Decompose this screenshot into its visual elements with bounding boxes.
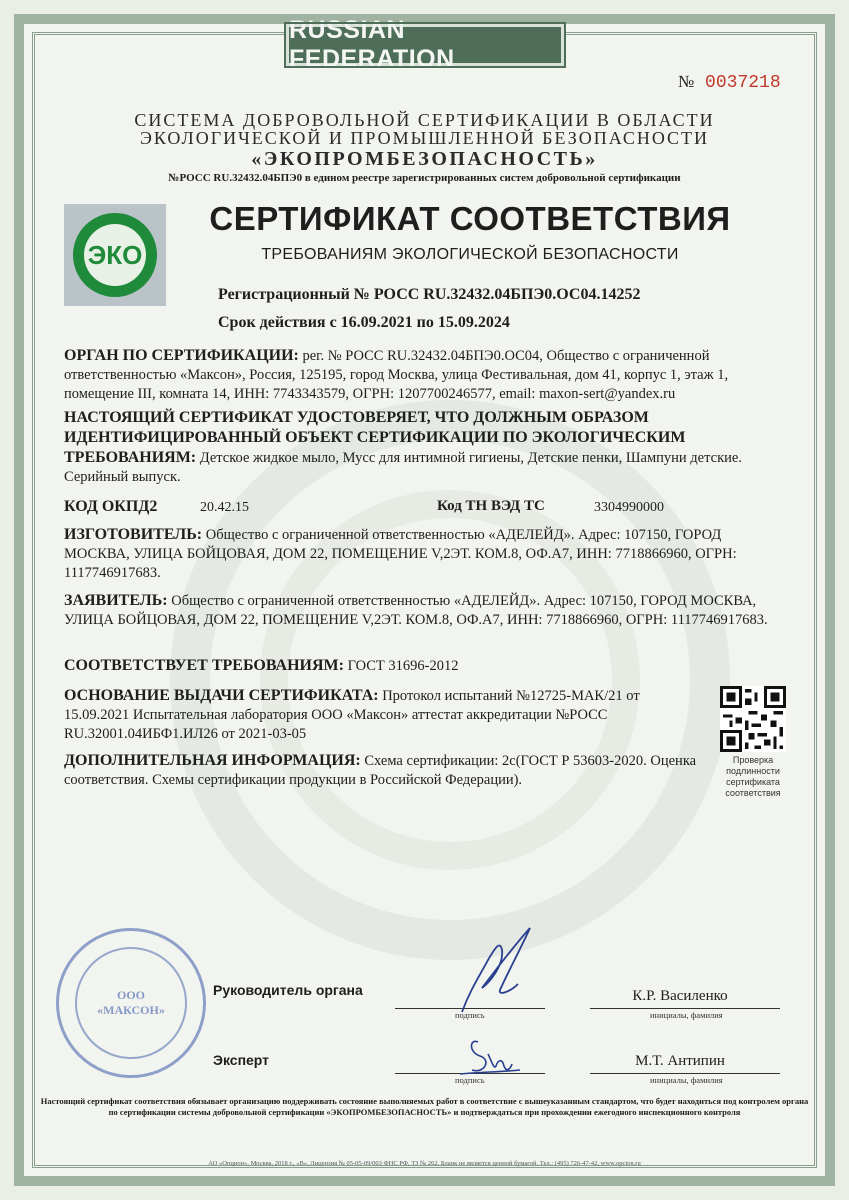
certification-body	[64, 346, 786, 404]
manufacturer	[64, 525, 786, 583]
additional-info-text: Схема сертификации: 2с(ГОСТ Р 53603-2020. Оценка соответствия. Схемы сертификации продукции в Российской Федерации).	[64, 753, 697, 788]
head-name: К.Р. Василенко	[632, 988, 728, 1004]
stamp-line-2: «МАКСОН»	[97, 1003, 165, 1017]
country-banner: RUSSIAN FEDERATION	[286, 24, 564, 66]
issue-basis-label: ОСНОВАНИЕ ВЫДАЧИ СЕРТИФИКАТА:	[64, 687, 379, 704]
tnved-label: Код ТН ВЭД ТС	[437, 498, 545, 514]
expert-signature-caption: подпись	[455, 1075, 485, 1085]
certified-object	[64, 408, 786, 487]
head-signature-caption: подпись	[455, 1010, 485, 1020]
expert-name-caption: инициалы, фамилия	[650, 1075, 723, 1085]
page-subtitle: ТРЕБОВАНИЯМ ЭКОЛОГИЧЕСКОЙ БЕЗОПАСНОСТИ	[261, 246, 679, 263]
system-name: «ЭКОПРОМБЕЗОПАСНОСТЬ»	[251, 148, 598, 170]
okpd-value: 20.42.15	[200, 500, 249, 515]
expert-name-line	[590, 1073, 780, 1074]
head-signature-icon	[440, 920, 550, 1020]
certificate-number	[678, 72, 781, 93]
eco-logo-icon	[64, 204, 166, 306]
manufacturer-label: ИЗГОТОВИТЕЛЬ:	[64, 526, 203, 543]
additional-info-label: ДОПОЛНИТЕЛЬНАЯ ИНФОРМАЦИЯ:	[64, 752, 361, 769]
applicant-label: ЗАЯВИТЕЛЬ:	[64, 592, 168, 609]
validity-period: Срок действия с 16.09.2021 по 15.09.2024	[218, 314, 510, 331]
page-title: СЕРТИФИКАТ СООТВЕТСТВИЯ	[209, 200, 731, 237]
logo-text: ЭКО	[87, 239, 143, 270]
system-line-1: СИСТЕМА ДОБРОВОЛЬНОЙ СЕРТИФИКАЦИИ В ОБЛАСТИ	[134, 110, 715, 130]
issue-basis-text: Протокол испытаний №12725-МАК/21 от 15.09.2021 Испытательная лаборатория ООО «Максон» аттестат аккредитации №РОСС RU.32001.04ИБФ1.ИЛ26 от 2021-03-05	[64, 688, 640, 742]
compliance-label: СООТВЕТСТВУЕТ ТРЕБОВАНИЯМ:	[64, 657, 344, 674]
number-prefix: №	[678, 72, 695, 91]
expert-label: Эксперт	[213, 1052, 270, 1068]
issue-basis	[64, 686, 694, 744]
footer-note: Настоящий сертификат соответствия обязывает организацию поддерживать состояние выполняемых работ в соответствие с вышеуказанным стандартом, что будет находиться под контролем органа по сертификации системы добровольной сертификации «ЭКОПРОМБЕЗОПАСНОСТЬ» и подтверждаться при прохождении ежегодного инспекционного контроля	[40, 1096, 809, 1117]
tnved-value: 3304990000	[594, 500, 664, 515]
certified-object-text: Детское жидкое мыло, Мусс для интимной гигиены, Детские пенки, Шампуни детские. Серийный выпуск.	[64, 450, 742, 485]
manufacturer-text: Общество с ограниченной ответственностью «АДЕЛЕЙД». Адрес: 107150, ГОРОД МОСКВА, УЛИЦА БОЙЦОВАЯ, ДОМ 22, ПОМЕЩЕНИЕ V,2ЭТ. КОМ.8, ОФ.А7, ИНН: 7718866960, ОГРН: 1117746917683.	[64, 527, 737, 581]
applicant-text: Общество с ограниченной ответственностью «АДЕЛЕЙД». Адрес: 107150, ГОРОД МОСКВА, УЛИЦА БОЙЦОВАЯ, ДОМ 22, ПОМЕЩЕНИЕ V,2ЭТ. КОМ.8, ОФ.А7, ИНН: 7718866960, ОГРН: 1117746917683.	[64, 593, 768, 628]
certification-body-text: рег. № РОСС RU.32432.04БПЭ0.ОС04, Общество с ограниченной ответственностью «Максон», Россия, 125195, город Москва, улица Фестивальная, дом 41, корпус 1, этаж 1, помещение III, комната 14, ИНН: 7743343579, ОГРН: 1207700246577, email: maxon-sert@yandex.ru	[64, 348, 729, 402]
head-label: Руководитель органа	[213, 982, 363, 998]
applicant	[64, 591, 786, 630]
head-name-caption: инициалы, фамилия	[650, 1010, 723, 1020]
organization-stamp	[56, 928, 206, 1078]
okpd-label: КОД ОКПД2	[64, 498, 158, 515]
expert-name: М.Т. Антипин	[635, 1053, 725, 1069]
certified-object-label: НАСТОЯЩИЙ СЕРТИФИКАТ УДОСТОВЕРЯЕТ, ЧТО ДОЛЖНЫМ ОБРАЗОМ ИДЕНТИФИЦИРОВАННЫЙ ОБЪЕКТ СЕРТИФИКАЦИИ ПО ЭКОЛОГИЧЕСКИМ ТРЕБОВАНИЯМ:	[64, 409, 686, 466]
qr-code-icon[interactable]	[720, 686, 786, 752]
system-line-2: ЭКОЛОГИЧЕСКОЙ И ПРОМЫШЛЕННОЙ БЕЗОПАСНОСТИ	[139, 128, 710, 148]
compliance	[64, 656, 786, 676]
number-value: 0037218	[705, 73, 781, 93]
stamp-line-1: ООО	[116, 988, 145, 1002]
printer-line: АО «Опцион», Москва, 2018 г., «В», Лицензия № 05-05-09/003 ФНС РФ, ТЗ № 262. Бланк не является ценной бумагой. Тел.: (495) 726-47-42, www.opcion.ru	[208, 1160, 641, 1167]
expert-signature-icon	[440, 1022, 540, 1080]
registration-number: Регистрационный № РОСС RU.32432.04БПЭ0.ОС04.14252	[218, 286, 641, 303]
compliance-text: ГОСТ 31696-2012	[343, 658, 459, 674]
qr-caption: Проверка подлинности сертификата соответствия	[725, 755, 781, 798]
head-name-line	[590, 1008, 780, 1009]
certification-body-label: ОРГАН ПО СЕРТИФИКАЦИИ:	[64, 347, 299, 364]
additional-info	[64, 751, 704, 790]
registry-note: №РОСС RU.32432.04БПЭ0 в едином реестре зарегистрированных систем добровольной сертификации	[168, 172, 681, 184]
